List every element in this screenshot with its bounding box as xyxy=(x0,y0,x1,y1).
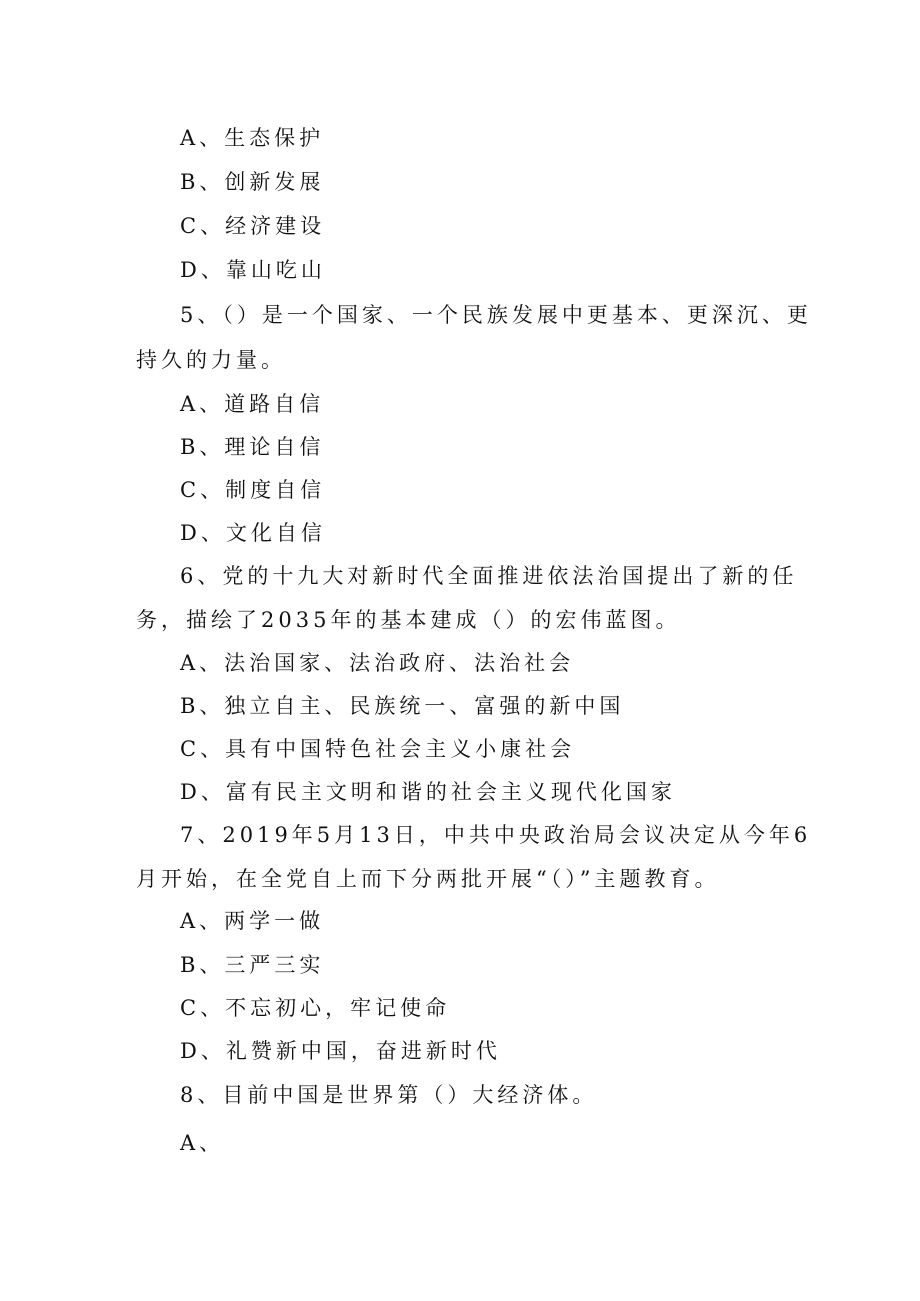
option-line: B、创新发展 xyxy=(180,170,325,194)
question-8-line-1: 8、目前中国是世界第（）大经济体。 xyxy=(180,1083,598,1107)
option-line: B、理论自信 xyxy=(180,435,325,459)
option-line: A、生态保护 xyxy=(180,126,325,150)
question-5-line-1: 5、（）是一个国家、一个民族发展中更基本、更深沉、更 xyxy=(180,303,812,327)
option-line: C、具有中国特色社会主义小康社会 xyxy=(180,737,576,761)
option-line: C、经济建设 xyxy=(180,214,326,238)
option-line: D、富有民主文明和谐的社会主义现代化国家 xyxy=(180,780,676,804)
option-line: D、靠山吃山 xyxy=(180,258,326,282)
question-5-line-2: 持久的力量。 xyxy=(136,348,286,372)
option-line: A、法治国家、法治政府、法治社会 xyxy=(180,651,575,675)
option-line: B、三严三实 xyxy=(180,953,325,977)
question-6-line-2: 务，描绘了2035年的基本建成（）的宏伟蓝图。 xyxy=(136,608,681,632)
question-7-line-1: 7、2019年5月13日，中共中央政治局会议决定从今年6 xyxy=(180,823,812,847)
option-line: C、制度自信 xyxy=(180,478,326,502)
option-line: C、不忘初心，牢记使命 xyxy=(180,996,451,1020)
question-6-line-1: 6、党的十九大对新时代全面推进依法治国提出了新的任 xyxy=(180,564,798,588)
option-line: D、礼赞新中国，奋进新时代 xyxy=(180,1039,501,1063)
option-line: A、两学一做 xyxy=(180,909,325,933)
option-line: A、 xyxy=(180,1131,225,1155)
option-line: D、文化自信 xyxy=(180,521,326,545)
option-line: A、道路自信 xyxy=(180,392,325,416)
option-line: B、独立自主、民族统一、富强的新中国 xyxy=(180,694,625,718)
question-7-line-2: 月开始，在全党自上而下分两批开展“（）”主题教育。 xyxy=(136,867,720,891)
